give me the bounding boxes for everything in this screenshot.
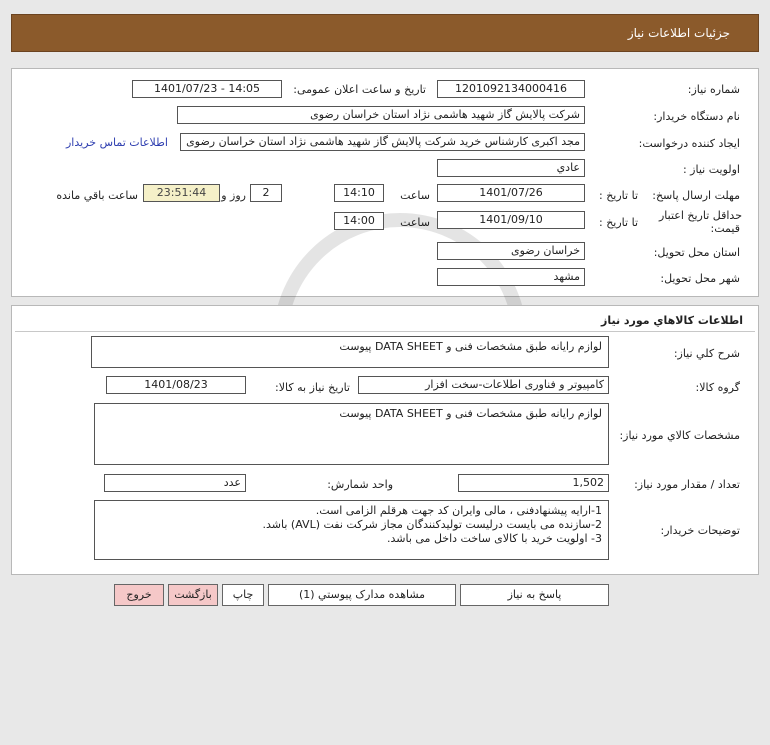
goods-specs-field: لوازم رایانه طبق مشخصات فنی و DATA SHEET پیوست	[94, 403, 609, 465]
view-attachments-button[interactable]: مشاهده مدارک پیوستي (1)	[268, 584, 456, 606]
validity-time-label: ساعت	[400, 216, 430, 229]
need-number-label: شماره نیاز:	[687, 83, 740, 96]
days-label: روز و	[221, 189, 246, 202]
remaining-time-field: 23:51:44	[143, 184, 220, 202]
delivery-city-label: شهر محل تحویل:	[660, 272, 740, 285]
quantity-label: تعداد / مقدار مورد نياز:	[634, 478, 740, 491]
request-creator-field: مجد اکبری کارشناس خرید شرکت پالایش گاز شهید هاشمی نژاد استان خراسان رضوی	[180, 133, 585, 151]
unit-label: واحد شمارش:	[327, 478, 393, 491]
need-number-field: 1201092134000416	[437, 80, 585, 98]
goods-section-title: اطلاعات کالاهاي مورد نياز	[601, 314, 743, 327]
quantity-field: 1,502	[458, 474, 609, 492]
print-button[interactable]: چاپ	[222, 584, 264, 606]
buyer-note-line: 3- اولویت خرید با کالای ساخت داخل می باشد.	[386, 532, 602, 545]
back-button[interactable]: بازگشت	[168, 584, 218, 606]
buyer-note-line: 2-سازنده می بایست درلیست تولیدکنندگان مجاز شرکت نفت (AVL) باشد.	[262, 518, 602, 531]
general-desc-field: لوازم رایانه طبق مشخصات فنی و DATA SHEET پیوست	[91, 336, 609, 368]
price-validity-label-1: حداقل تاریخ اعتبار	[658, 209, 742, 222]
goods-group-field: کامپیوتر و فناوری اطلاعات-سخت افزار	[358, 376, 609, 394]
buyer-org-field: شرکت پالایش گاز شهید هاشمی نژاد استان خراسان رضوی	[177, 106, 585, 124]
buyer-contact-link[interactable]: اطلاعات تماس خریدار	[66, 136, 168, 149]
announce-datetime-field: 1401/07/23 - 14:05	[132, 80, 282, 98]
announce-datetime-label: تاریخ و ساعت اعلان عمومی:	[293, 83, 426, 96]
remaining-days-field: 2	[250, 184, 282, 202]
priority-field: عادي	[437, 159, 585, 177]
price-validity-label-2: قیمت:	[710, 222, 740, 235]
send-until-date-label: تا تاریخ :	[599, 189, 638, 202]
delivery-province-field: خراسان رضوی	[437, 242, 585, 260]
delivery-province-label: استان محل تحویل:	[653, 246, 740, 259]
send-time-field: 14:10	[334, 184, 384, 202]
validity-time-field: 14:00	[334, 212, 384, 230]
buyer-notes-label: توضیحات خریدار:	[660, 524, 740, 537]
page-title: جزئیات اطلاعات نیاز	[627, 26, 730, 40]
request-creator-label: ایجاد کننده درخواست:	[638, 137, 740, 150]
remaining-time-label: ساعت باقي مانده	[56, 189, 138, 202]
need-details-panel	[11, 68, 759, 297]
buyer-org-label: نام دستگاه خریدار:	[653, 110, 740, 123]
need-date-field: 1401/08/23	[106, 376, 246, 394]
buyer-notes-field	[94, 500, 609, 560]
general-desc-label: شرح کلي نياز:	[673, 347, 740, 360]
send-deadline-label: مهلت ارسال پاسخ:	[652, 189, 740, 202]
reply-button[interactable]: پاسخ به نیاز	[460, 584, 609, 606]
send-time-label: ساعت	[400, 189, 430, 202]
validity-date-field: 1401/09/10	[437, 211, 585, 229]
goods-group-label: گروه کالا:	[695, 381, 740, 394]
send-date-field: 1401/07/26	[437, 184, 585, 202]
unit-field: عدد	[104, 474, 246, 492]
validity-until-date-label: تا تاریخ :	[599, 216, 638, 229]
page-header	[11, 14, 759, 52]
delivery-city-field: مشهد	[437, 268, 585, 286]
buyer-note-line: 1-ارایه پیشنهادفنی ، مالی وایران کد جهت هرقلم الزامی است.	[315, 504, 602, 517]
section-divider	[15, 331, 755, 332]
need-date-label: تاریخ نیاز به کالا:	[275, 381, 350, 394]
exit-button[interactable]: خروج	[114, 584, 164, 606]
goods-specs-label: مشخصات کالاي مورد نياز:	[619, 429, 740, 442]
priority-label: اولویت نیاز :	[682, 163, 740, 176]
